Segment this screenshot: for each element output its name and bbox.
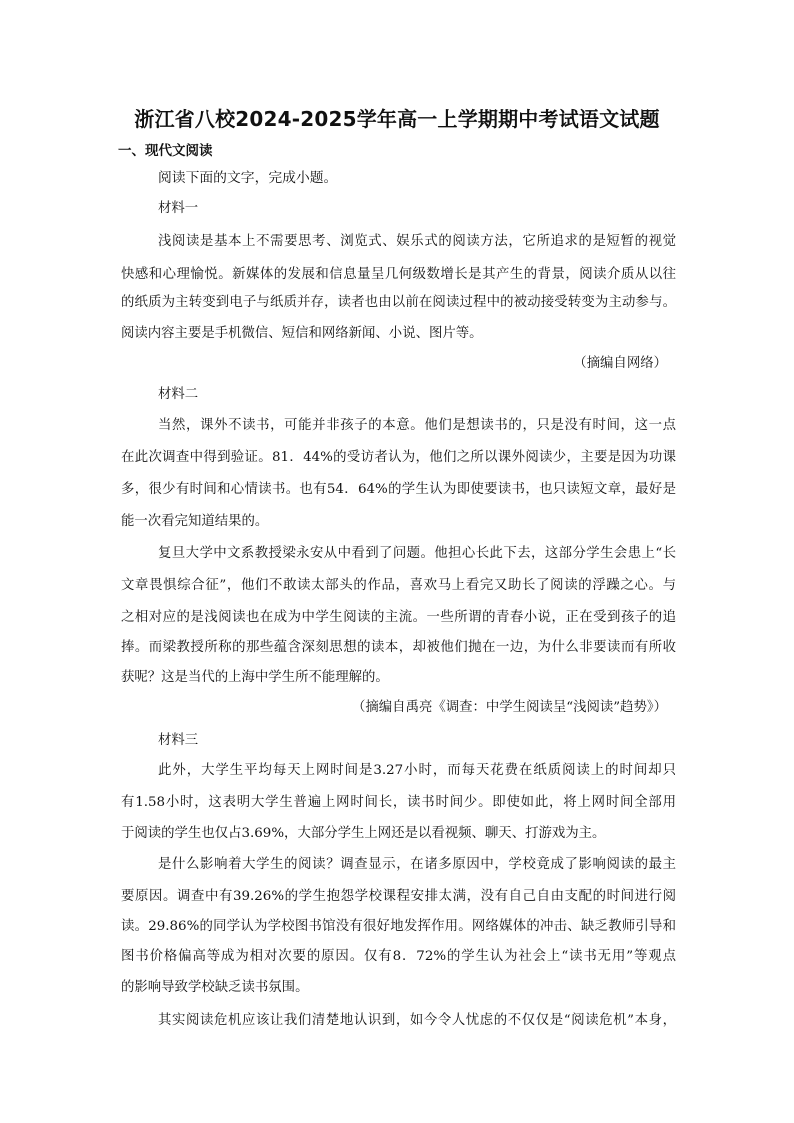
material-1-line: 阅读内容主要是手机微信、短信和网络新闻、小说、图片等。 bbox=[121, 326, 483, 341]
material-2-line: 多，很少有时间和心情读书。也有54．64%的学生认为即使要读书，也只读短文章，最好是 bbox=[121, 482, 676, 497]
material-2-line: 当然，课外不读书，可能并非孩子的本意。他们是想读书的，只是没有时间，这一点 bbox=[158, 418, 676, 433]
material-1-source: （摘编自网络） bbox=[573, 356, 667, 371]
material-3-line: 读。29.86%的同学认为学校图书馆没有很好地发挥作用。网络媒体的冲击、缺乏教师引导和 bbox=[121, 919, 676, 934]
material-2-line: 获呢？这是当代的上海中学生所不能理解的。 bbox=[121, 670, 389, 685]
document-title: 浙江省八校2024-2025学年高一上学期期中考试语文试题 bbox=[134, 107, 660, 131]
material-3-label: 材料三 bbox=[158, 733, 199, 748]
material-1-label: 材料一 bbox=[158, 201, 199, 216]
material-2-source: （摘编自禹亮《调查：中学生阅读呈“浅阅读”趋势》） bbox=[352, 700, 667, 715]
material-1-line: 浅阅读是基本上不需要思考、浏览式、娱乐式的阅读方法，它所追求的是短暂的视觉 bbox=[158, 234, 676, 249]
material-3-line: 的影响导致学校缺乏读书氛围。 bbox=[121, 980, 309, 995]
reading-instruction: 阅读下面的文字，完成小题。 bbox=[158, 170, 338, 186]
material-2-line: 在此次调查中得到验证。81．44%的受访者认为，他们之所以课外阅读少，主要是因为功课 bbox=[121, 450, 676, 465]
material-3-line: 于阅读的学生也仅占3.69%，大部分学生上网还是以看视频、聊天、打游戏为主。 bbox=[121, 826, 606, 841]
material-2-line: 之相对应的是浅阅读也在成为中学生阅读的主流。一些所谓的青春小说，正在受到孩子的追 bbox=[121, 610, 676, 625]
material-2-label: 材料二 bbox=[158, 387, 199, 402]
material-2-line: 文章畏惧综合征”，他们不敢读太部头的作品，喜欢马上看完又助长了阅读的浮躁之心。与 bbox=[121, 578, 676, 593]
section-heading: 一、现代文阅读 bbox=[118, 143, 213, 159]
material-3-line: 其实阅读危机应该让我们清楚地认识到，如今令人忧虑的不仅仅是“阅读危机”本身， bbox=[158, 1013, 676, 1028]
material-1-line: 快感和心理愉悦。新媒体的发展和信息量呈几何级数增长是其产生的背景，阅读介质从以往 bbox=[121, 267, 676, 282]
material-2-line: 复旦大学中文系教授梁永安从中看到了问题。他担心长此下去，这部分学生会患上“长 bbox=[158, 546, 676, 561]
material-3-line: 图书价格偏高等成为相对次要的原因。仅有8．72%的学生认为社会上“读书无用”等观点 bbox=[121, 949, 676, 964]
material-3-line: 有1.58小时，这表明大学生普遍上网时间长，读书时间少。即使如此，将上网时间全部用 bbox=[121, 795, 676, 810]
material-3-line: 此外，大学生平均每天上网时间是3.27小时，而每天花费在纸质阅读上的时间却只 bbox=[158, 763, 676, 778]
material-2-line: 捧。而梁教授所称的那些蕴含深刻思想的读本，却被他们抛在一边，为什么非要读而有所收 bbox=[121, 640, 676, 655]
material-3-line: 是什么影响着大学生的阅读？调查显示，在诸多原因中，学校竟成了影响阅读的最主 bbox=[158, 857, 676, 872]
material-1-line: 的纸质为主转变到电子与纸质并存，读者也由以前在阅读过程中的被动接受转变为主动参与。 bbox=[121, 295, 676, 310]
material-2-line: 能一次看完知道结果的。 bbox=[121, 514, 269, 529]
material-3-line: 要原因。调查中有39.26%的学生抱怨学校课程安排太满，没有自己自由支配的时间进行阅 bbox=[121, 889, 676, 904]
